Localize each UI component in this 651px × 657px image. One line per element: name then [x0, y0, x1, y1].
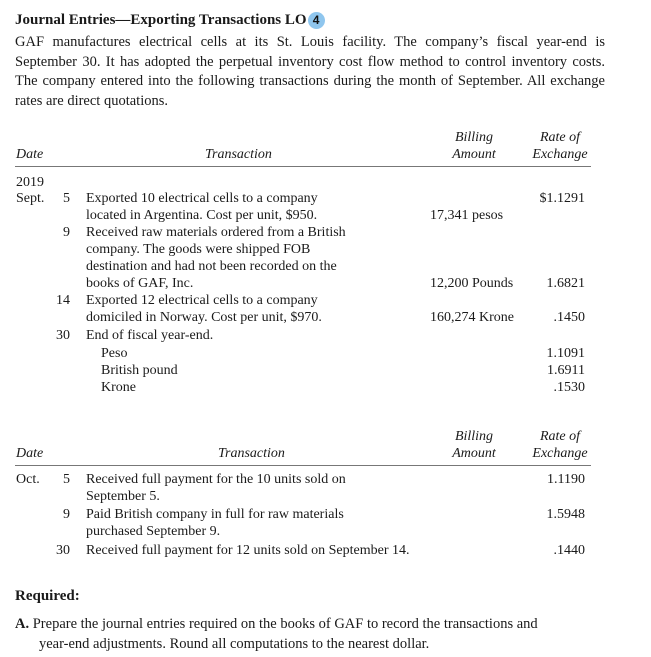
t2-header-divider	[15, 465, 591, 466]
problem-title-text: Journal Entries—Exporting Transactions	[15, 12, 282, 28]
t1-subrow-label: Peso	[101, 346, 128, 361]
required-part-a-line1: Prepare the journal entries required on the books of GAF to record the transactions and	[32, 616, 538, 632]
t1-rate-header-1: Rate of	[539, 130, 581, 145]
t1-row-billing: 160,274 Krone	[430, 310, 514, 325]
t2-row-day: 30	[56, 543, 70, 558]
required-part-a-line2: year-end adjustments. Round all computations to the nearest dollar.	[39, 636, 430, 652]
t2-rate-header-2: Exchange	[532, 446, 588, 461]
t2-transaction-header: Transaction	[218, 446, 285, 461]
t2-row-day: 5	[63, 472, 70, 487]
t1-subrow-label: British pound	[101, 363, 178, 378]
required-part-a-label: A.	[15, 616, 30, 632]
t2-billing-header-2: Amount	[452, 446, 496, 461]
t2-row-text: purchased September 9.	[86, 524, 221, 539]
t1-row-day: 9	[63, 225, 70, 240]
t1-month: Sept.	[16, 191, 45, 206]
problem-title	[15, 12, 325, 29]
t1-subrow-rate: 1.1091	[546, 346, 585, 361]
required-part-a	[15, 614, 605, 654]
t1-transaction-header: Transaction	[205, 147, 272, 162]
t2-row-text: Received full payment for 12 units sold on September 14.	[86, 543, 410, 558]
t1-row-text: End of fiscal year-end.	[86, 328, 214, 343]
t2-rate-header-1: Rate of	[539, 429, 581, 444]
t1-row-rate: .1450	[553, 310, 585, 325]
t1-row-day: 30	[56, 328, 70, 343]
t2-row-day: 9	[63, 507, 70, 522]
t1-subrow-rate: .1530	[553, 380, 585, 395]
required-heading: Required:	[15, 588, 80, 604]
t1-row-text: Received raw materials ordered from a British	[86, 225, 346, 240]
t1-row-billing: 12,200 Pounds	[430, 276, 514, 291]
t1-year: 2019	[16, 175, 44, 190]
lo-prefix: LO	[284, 12, 307, 28]
t1-row-day: 5	[63, 191, 70, 206]
t2-month: Oct.	[16, 472, 40, 487]
lo-badge: 4	[308, 12, 325, 29]
t1-row-text: company. The goods were shipped FOB	[86, 242, 311, 257]
t2-row-rate: 1.5948	[546, 507, 585, 522]
t1-row-text: Exported 10 electrical cells to a company	[86, 191, 318, 206]
t2-date-header: Date	[16, 446, 44, 461]
t2-row-text: Received full payment for the 10 units sold on	[86, 472, 346, 487]
t2-row-rate: .1440	[553, 543, 585, 558]
t1-row-day: 14	[56, 293, 70, 308]
t2-row-rate: 1.1190	[547, 472, 585, 487]
t1-row-billing: 17,341 pesos	[430, 208, 504, 223]
t1-row-text: destination and had not been recorded on the	[86, 259, 337, 274]
t1-row-rate: $1.1291	[539, 191, 585, 206]
t1-date-header: Date	[16, 147, 44, 162]
t1-row-rate: 1.6821	[546, 276, 585, 291]
t1-rate-header-2: Exchange	[532, 147, 588, 162]
t1-row-text: books of GAF, Inc.	[86, 276, 194, 291]
t1-billing-header-1: Billing	[454, 130, 494, 145]
intro-paragraph: GAF manufactures electrical cells at its St. Louis facility. The company’s fiscal year-end is September 30. It has adopted the perpetual inventory cost flow method to control inventory costs. The company entered into the following transactions during the month of September. All exchange rates are direct quotations.	[15, 34, 605, 109]
t1-subrow-rate: 1.6911	[547, 363, 585, 378]
t1-row-text: located in Argentina. Cost per unit, $950.	[86, 208, 318, 223]
t2-row-text: Paid British company in full for raw materials	[86, 507, 344, 522]
t2-billing-header-1: Billing	[454, 429, 494, 444]
t1-row-text: domiciled in Norway. Cost per unit, $970.	[86, 310, 322, 325]
t1-billing-header-2: Amount	[452, 147, 496, 162]
t2-row-text: September 5.	[86, 489, 160, 504]
t1-header-divider	[15, 166, 591, 167]
t1-subrow-label: Krone	[101, 380, 136, 395]
t1-row-text: Exported 12 electrical cells to a company	[86, 293, 318, 308]
